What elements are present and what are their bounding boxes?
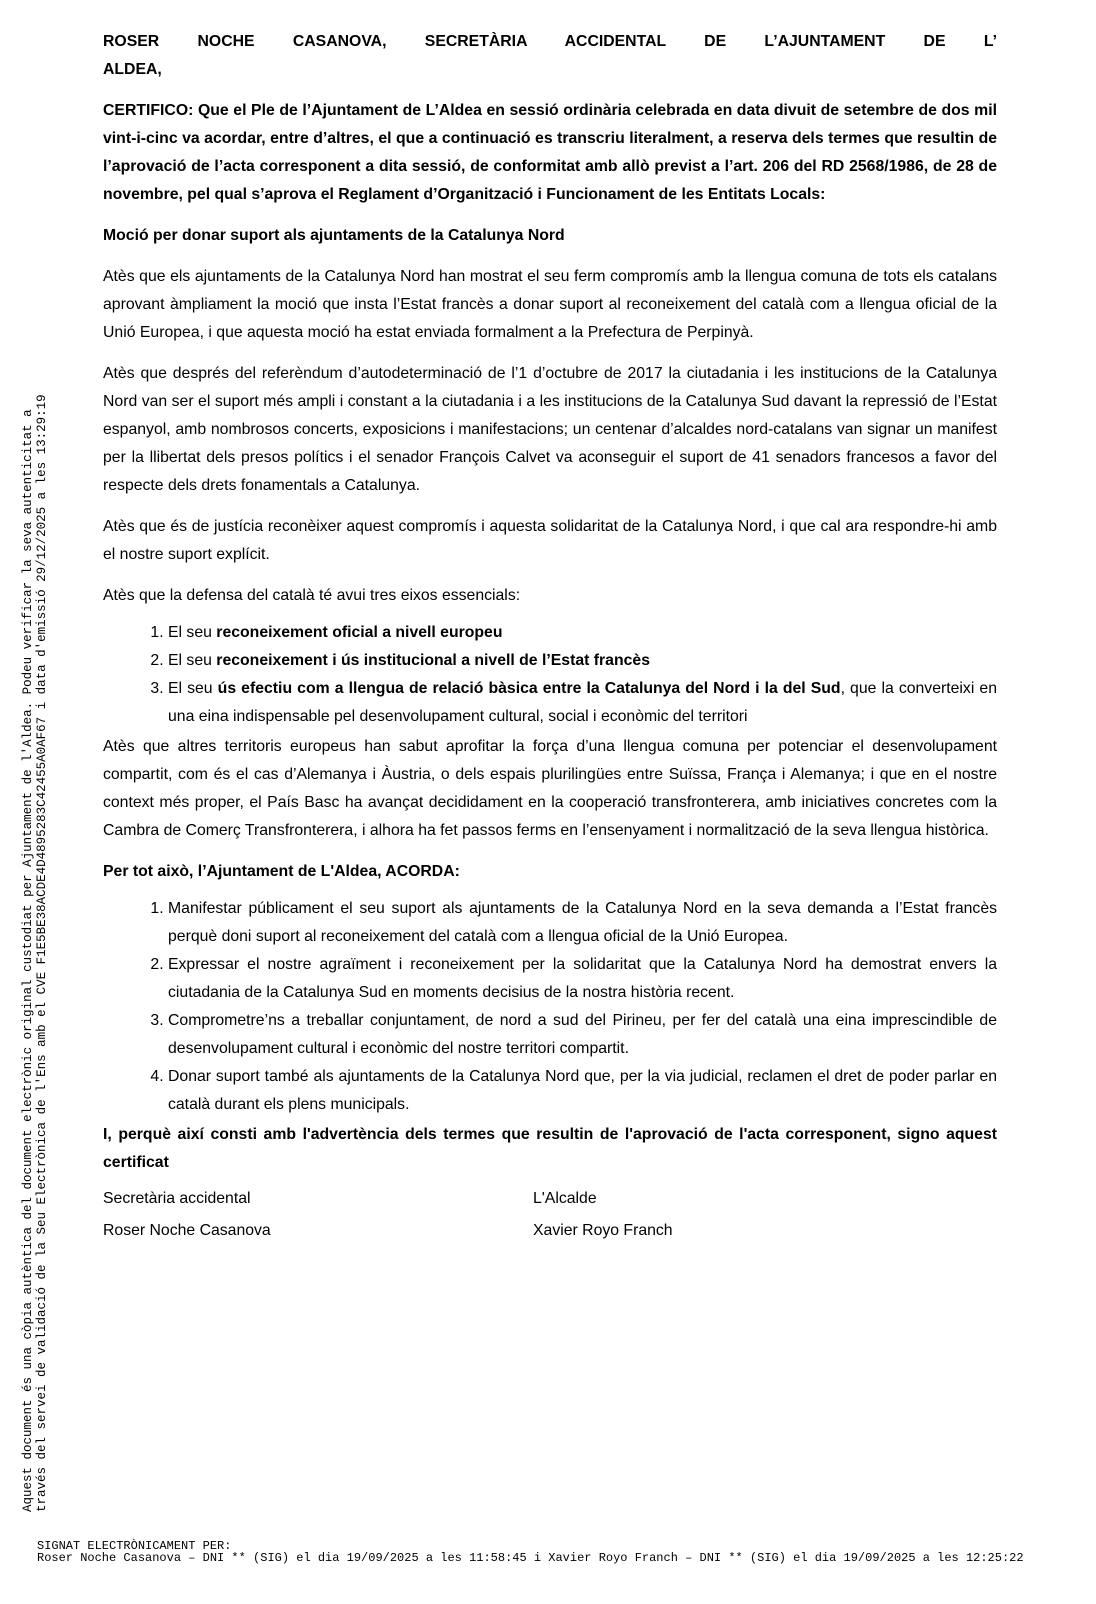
certificate-body [103, 28, 997, 1245]
electronic-signature-footer [37, 1541, 1024, 1564]
secretary-role: Secretària accidental [103, 1190, 251, 1207]
mayor-name: Xavier Royo Franch [533, 1222, 673, 1239]
validation-sidebar [21, 394, 49, 1512]
ates-paragraph-5: Atès que altres territoris europeus han sabut aprofitar la força d’una llengua comuna per potenciar el desenvolupament compartit, com és el cas d’Alemanya i Àustria, o dels espais plurilingües entre Suïssa, França i Alemanya; i que en el nostre context més proper, el País Basc ha avançat decididament en la cooperació transfronterera, amb iniciatives concretes com la Cambra de Comerç Transfronterera, i alhora ha fet passos ferms en l’ensenyament i normalització de la seva llengua històrica. [103, 738, 997, 839]
acorda-list-item: 4. Donar suport també als ajuntaments de la Catalunya Nord que, per la via judicial, reclamen el dret de poder parlar en català durant els plens municipals. [168, 1063, 997, 1119]
header-line-1: ROSER NOCHE CASANOVA, SECRETÀRIA ACCIDENTAL DE L’AJUNTAMENT DE L’ [103, 33, 997, 50]
eixos-list-item [168, 675, 997, 731]
signature-block [103, 1185, 997, 1245]
validation-line-1: Aquest document és una còpia autèntica del document electrònic original custodiat per Ajuntament de l'Aldea. Podeu verificar la seva autenticitat a [21, 409, 35, 1512]
ates-paragraph-2: Atès que després del referèndum d’autodeterminació de l’1 d’octubre de 2017 la ciutadania i les institucions de la Catalunya Nord van ser el suport més ampli i constant a la ciutadania i a les institucions de la Catalunya Sud davant la repressió de l’Estat espanyol, amb nombrosos concerts, exposicions i manifestacions; un centenar d’alcaldes nord-catalans van signar un manifest per la llibertat dels presos polítics i el senador François Calvet va aconseguir el suport de 41 senadors francesos a favor del respecte dels drets fonamentals a Catalunya. [103, 365, 997, 494]
closing-paragraph: I, perquè així consti amb l'advertència dels termes que resultin de l'aprovació de l'acta corresponent, signo aquest certificat [103, 1126, 997, 1171]
eixos-item-suffix: , que la converteixi en una eina indispensable pel desenvolupament cultural, social i econòmic del territori [168, 680, 997, 725]
eixos-item-bold: reconeixement i ús institucional a nivell de l’Estat francès [216, 652, 650, 669]
eixos-item-prefix: El seu [168, 680, 218, 697]
ates-paragraph-4: Atès que la defensa del català té avui tres eixos essencials: [103, 587, 521, 604]
document-header [103, 28, 997, 84]
signature-mayor [533, 1185, 673, 1245]
ates-paragraph-1: Atès que els ajuntaments de la Catalunya Nord han mostrat el seu ferm compromís amb la llengua comuna de tots els catalans aprovant àmpliament la moció que insta l’Estat francès a donar suport al reconeixement del català com a llengua oficial de la Unió Europea, i que aquesta moció ha estat enviada formalment a la Prefectura de Perpinyà. [103, 268, 997, 341]
acorda-list-item: 2. Expressar el nostre agraïment i reconeixement per la solidaritat que la Catalunya Nord ha demostrat envers la ciutadania de la Catalunya Sud en moments decisius de la nostra història recent. [168, 951, 997, 1007]
acorda-heading: Per tot això, l’Ajuntament de L'Aldea, ACORDA: [103, 863, 460, 880]
eixos-item-prefix: El seu [168, 652, 217, 669]
eixos-item-bold: reconeixement oficial a nivell europeu [216, 624, 503, 641]
mayor-role: L'Alcalde [533, 1190, 597, 1207]
acorda-list-item: 1. Manifestar públicament el seu suport als ajuntaments de la Catalunya Nord en la seva demanda a l’Estat francès perquè doni suport al reconeixement del català com a llengua oficial de la Unió Europea. [168, 895, 997, 951]
signature-secretary [103, 1185, 533, 1245]
footer-signed-label: SIGNAT ELECTRÒNICAMENT PER: [37, 1539, 232, 1553]
acorda-list-item: 3. Comprometre’ns a treballar conjuntament, de nord a sud del Pirineu, per fer del català una eina imprescindible de desenvolupament cultural i econòmic del nostre territori compartit. [168, 1007, 997, 1063]
eixos-list [103, 619, 997, 731]
validation-line-2: través del servei de validació de la Seu Electrònica de l'Ens amb el CVE F1E5BE38ACDE4D4895283C42455A0AF67 i data d'emissió 29/12/2025 a les 13:29:19 [35, 394, 49, 1512]
ates-paragraph-3: Atès que és de justícia reconèixer aquest compromís i aquesta solidaritat de la Catalunya Nord, i que cal ara respondre-hi amb el nostre suport explícit. [103, 518, 997, 563]
footer-signers-detail: Roser Noche Casanova – DNI ** (SIG) el dia 19/09/2025 a les 11:58:45 i Xavier Royo Franch – DNI ** (SIG) el dia 19/09/2025 a les 12:25:22 [37, 1550, 1024, 1565]
header-line-2: ALDEA, [103, 61, 162, 78]
secretary-name: Roser Noche Casanova [103, 1222, 271, 1239]
eixos-item-bold: ús efectiu com a llengua de relació bàsica entre la Catalunya del Nord i la del Sud [217, 680, 841, 697]
motion-title: Moció per donar suport als ajuntaments de la Catalunya Nord [103, 227, 565, 244]
eixos-list-item [168, 647, 997, 675]
acorda-list [103, 895, 997, 1119]
certifico-paragraph: CERTIFICO: Que el Ple de l’Ajuntament de L’Aldea en sessió ordinària celebrada en data divuit de setembre de dos mil vint-i-cinc va acordar, entre d’altres, el que a continuació es transcriu literalment, a reserva dels termes que resultin de l’aprovació de l’acta corresponent a dita sessió, de conformitat amb allò previst a l’art. 206 del RD 2568/1986, de 28 de novembre, pel qual s’aprova el Reglament d’Organització i Funcionament de les Entitats Locals: [103, 102, 997, 203]
eixos-item-prefix: El seu [168, 624, 217, 641]
eixos-list-item [168, 619, 997, 647]
